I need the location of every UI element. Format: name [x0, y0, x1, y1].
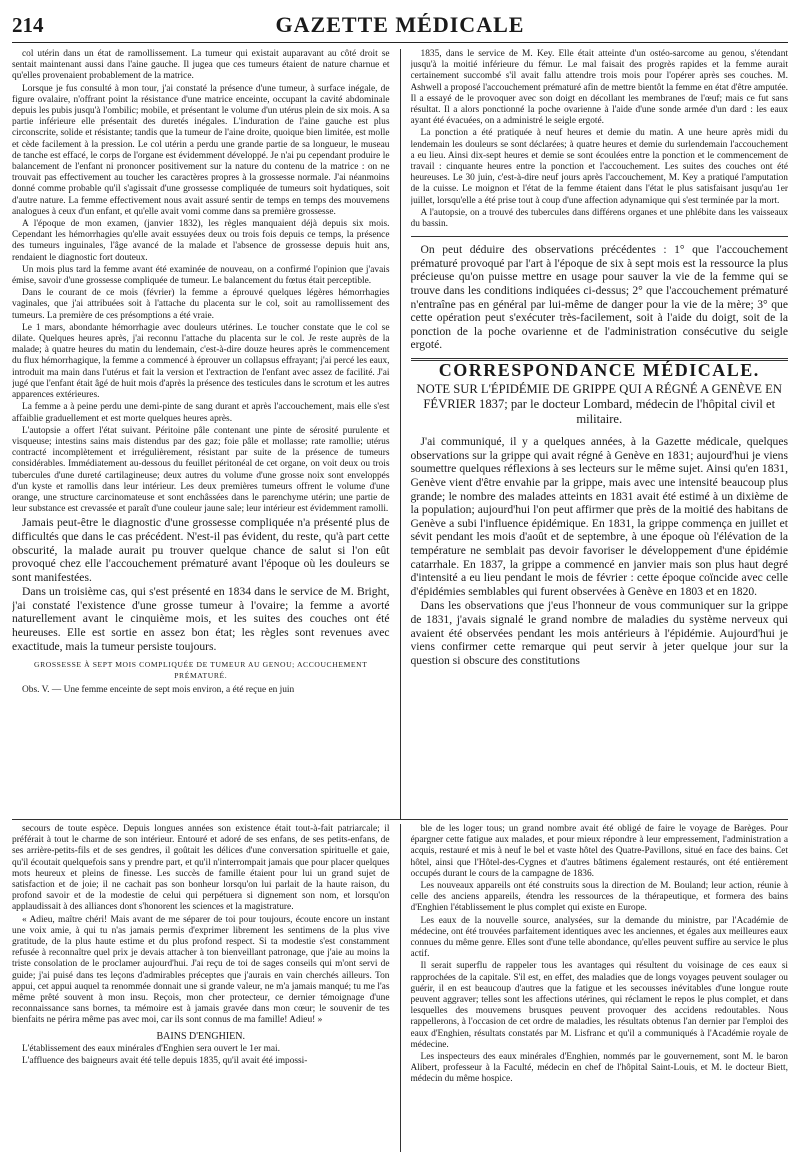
bottom-left-paragraph: « Adieu, maître chéri! Mais avant de me séparer de toi pour toujours, écoute encore un instant une voix amie, à qui tu n'as jamais permis d'exprimer librement les sentimens de la plus vive gratitude, de la plus haute estime et du plus profond respect. Si ta modestie s'est constamment refusée à reconnaître quel prix je devais attacher à ton bienveillant patronage, que j'aie au moins la triste consolation de le proclamer aujourd'hui. J'ai reçu de toi de sages conseils qui m'ont servi de guide; j'ai puisé dans tes leçons d'admirables préceptes que j'aurais en vain cherchés ailleurs. Ton appui, cet appui auquel ta renommée donnait une si grande valeur, ne m'a jamais manqué; tu me l'as même prêté souvent à mon insu. Reçois, mon cher protecteur, ce dernier témoignage d'une reconnaissance sans bornes, ta mémoire est à jamais gravée dans mon cœur; le souvenir de tes bienfaits ne périra même pas avec moi, car ils sont connus de ma famille! Adieu! » [12, 914, 390, 1026]
right-paragraph: La ponction a été pratiquée à neuf heures et demie du matin. A une heure après midi du lendemain les douleurs se sont déclarées; à quatre heures et demie du surlendemain l'accouchement a eu lieu. Ainsi dix-sept heures et demie se sont écoulées entre la ponction et le commencement de travail : cinquante heures entre la ponction et l'accouchement. Les suites des couches ont été heureuses. Le 30 juin, c'est-à-dire neuf jours après l'accouchement, M. Key a pratiqué l'amputation de la cuisse. Le moignon et l'état de la femme étaient dans l'état le plus satisfaisant jusqu'au 1er juillet, lorsqu'elle a été prise tout à coup d'une affection adynamique qui s'est terminée par la mort. [410, 128, 788, 206]
right-column [411, 49, 789, 819]
bottom-right-paragraph: Les inspecteurs des eaux minérales d'Enghien, nommés par le gouvernement, sont M. le baron Alibert, professeur à la Faculté, médecin en chef de l'hôpital Saint-Louis, et M. le docteur Biett, médecin du même hospice. [410, 1052, 788, 1085]
bottom-right-paragraph: ble de les loger tous; un grand nombre avait été obligé de faire le voyage de Barèges. Pour épargner cette fatigue aux malades, et pour mieux répondre à leur empressement, l'administration a acquis, restauré et mis à neuf le bel et vaste hôtel des Quatre-Pavillons, situé en face des bains. Cet hôtel, ainsi que l'Hôtel-des-Cygnes et d'autres bâtimens également restaurés, ont été entièrement occupés durant le cours de la campagne de 1836. [410, 824, 788, 879]
section-rule [411, 236, 789, 237]
right-paragraph: 1835, dans le service de M. Key. Elle était atteinte d'un ostéo-sarcome au genou, s'étendant jusqu'à la moitié inférieure du fémur. Le mal faisait des progrès rapides et la femme aurait certainement succombé s'il avait fallu attendre trois mois pour l'opérer après ses couches. M. Ashwell a proposé l'accouchement prématuré afin de mettre bientôt la femme en état d'être amputée. Il a essayé de le provoquer avec son doigt en décollant les membranes de l'œuf; mais ce fut sans résultat. Il a alors ponctionné la poche ovarienne à l'aide d'une sonde armée d'un dard : les eaux ayant été évacuées, on a administré le seigle ergoté. [410, 49, 788, 127]
left-paragraph: Lorsque je fus consulté à mon tour, j'ai constaté la présence d'une tumeur, à surface inégale, de figure ovalaire, n'offrant point la résistance d'une matrice enceinte, occupant la cavité abdominale depuis les pubis jusqu'à l'ombilic; mobile, et présentant le volume d'un utérus plein de six mois. A sa partie inférieure elle présentait des duretés inégales. L'induration de l'aine gauche est plus circonscrite, solide et résistante; tandis que la tumeur de l'aine droite, quoique bien limitée, est molle et cède facilement à la pression. Le col utérin a perdu une grande partie de sa longueur, le museau de tanche est effacé, le corps de l'organe est évidemment développé. Je n'ai pu cependant produire le balancement de l'enfant ni prononcer positivement sur la nature du contenu de la matrice : on ne trouvait pas effectivement au toucher les caractères propres à la grossesse normale. J'ai néanmoins donné comme probable qu'il s'agissait d'une grossesse compliquée de tumeurs soit hydatiques, soit d'autre nature. La femme effectivement nous avait assuré sentir de temps en temps des mouvemens analogues à ceux d'un enfant, et qu'elle avait vomi comme dans sa première grossesse. [12, 83, 390, 217]
bottom-right-paragraph: Il serait superflu de rappeler tous les avantages qui résultent du voisinage de ces eaux si rapprochées de la capitale. S'il est, en effet, des maladies que de longs voyages peuvent soulager ou guérir, il en est beaucoup d'autres que la fatigue et les secousses inévitables d'une longue route peuvent aggraver; telles sont les affections utérines, qui réclament le repos le plus complet, et dans lesquelles des mouvemens brusques peuvent provoquer des accidens redoutables. Nous rappellerons, à l'occasion de cet ordre de maladies, les résultats obtenus l'an dernier par l'emploi des eaux d'Enghien, résultats constatés par M. Lisfranc et qu'il a communiqués à l'Académie royale de médecine. [410, 961, 788, 1050]
bottom-section [12, 819, 788, 1152]
column-divider [400, 824, 401, 1152]
bottom-right-paragraph: Les eaux de la nouvelle source, analysées, sur la demande du ministre, par l'Académie de médecine, ont été trouvées parfaitement identiques avec les anciennes, et égales aux meilleures eaux connues du même genre. Elles sont d'une telle abondance, qu'elles peuvent suffire au service le plus actif. [410, 915, 788, 960]
right-paragraph: A l'autopsie, on a trouvé des tubercules dans différens organes et une phlébite dans les vaisseaux du bassin. [410, 207, 788, 230]
left-paragraph: Un mois plus tard la femme avant été examinée de nouveau, on a confirmé l'opinion que j'avais émise, savoir d'une grossesse compliquée de tumeur. Le balancement du fœtus était perceptible. [12, 264, 390, 287]
page-number: 214 [12, 12, 44, 37]
correspondence-paragraph: Dans les observations que j'eus l'honneur de vous communiquer sur la grippe de 1831, j'avais signalé le grand nombre de maladies du système nerveux qui avaient été observées pendant les mois antérieurs à l'épidémie. Aujourd'hui je viens confirmer cette remarque qui peut servir à jeter quelque jour sur la question si obscure des constitutions [410, 599, 788, 667]
column-divider [400, 49, 401, 819]
left-paragraph: col utérin dans un état de ramollissement. La tumeur qui existait auparavant au côté droit se sentait maintenant aussi dans l'aine gauche. Il jugea que ces tumeurs étaient de nature charnue et qu'elles provenaient probablement de la matrice. [12, 49, 390, 82]
bottom-left-paragraph: secours de toute espèce. Depuis longues années son existence était tout-à-fait patriarcale; il préférait à tout le charme de son intérieur. Entouré et adoré de ses enfans, de ses petits-enfans, de ses arrière-petits-fils et de ses gendres, il goûtait les délices d'une conversation spirituelle et gaie, qu'il écoutait quelquefois sans y prendre part, et qu'il n'interrompait jamais que pour placer quelques mots heureux et pleins de finesse. Les succès de famille étaient pour lui un grand sujet de satisfaction et de joie; il ne cachait pas son bonheur lorsqu'on lui parlait de la haute raison, du profond savoir et de la modestie de celui qui perpétuera si dignement son nom, et lorsqu'on applaudissait à des alliances dont s'honorent les sciences et la magistrature. [12, 824, 390, 913]
top-section [12, 49, 788, 819]
bains-paragraph: L'établissement des eaux minérales d'Enghien sera ouvert le 1er mai. [22, 1043, 280, 1054]
bottom-right-column [411, 824, 789, 1152]
page-header [12, 8, 788, 43]
left-big-paragraph: Jamais peut-être le diagnostic d'une grossesse compliquée n'a présenté plus de difficultés que dans le cas précédent. N'est-il pas évident, du reste, qu'à part cette obscurité, la malade aurait pu trouver quelque chance de salut si l'on eût provoqué chez elle l'accouchement prématuré avant l'époque où les douleurs se sont manifestées. [12, 516, 390, 584]
case-heading: GROSSESSE À SEPT MOIS COMPLIQUÉE DE TUMEUR AU GENOU; ACCOUCHEMENT PRÉMATURÉ. [34, 660, 368, 681]
left-paragraph: Dans le courant de ce mois (février) la femme a éprouvé quelques légères hémorrhagies vaginales, que j'ai attribuées soit à l'attache du placenta sur le col, soit au ramollissement des tumeurs. La première de ces présomptions a été vraie. [12, 288, 390, 321]
left-paragraph: Le 1 mars, abondante hémorrhagie avec douleurs utérines. Le toucher constate que le col se dilate. Quelques heures après, j'ai reconnu l'attache du placenta sur le col. Je reste auprès de la malade; à quatre heures du matin du lendemain, c'est-à-dire douze heures après le commencement du flux hémorrhagique, la femme a commencé à éprouver un collapsus effrayant; j'ai percé les eaux, introduit ma main dans l'utérus et fait la version et l'extraction de l'enfant avec assez de facilité. J'ai jugé que l'enfant était âgé de huit mois d'après la présence des testicules dans le scrotum et les autres apparences extérieures. [12, 322, 390, 401]
left-column [12, 49, 390, 819]
correspondence-title: CORRESPONDANCE MÉDICALE. [438, 360, 760, 380]
left-paragraph: A l'époque de mon examen, (janvier 1832), les règles manquaient déjà depuis six mois. Cependant les hémorrhagies qu'elle avait essuyées deux ou trois fois depuis ce temps, la présence des tumeurs inguinales, l'âge avancé de la malade et l'absence de grossesse depuis huit ans, rendaient le diagnostic fort douteux. [12, 219, 390, 263]
bottom-right-paragraph: Les nouveaux appareils ont été construits sous la direction de M. Bouland; leur action, réunie à celle des anciens appareils, étendra les ressources de la thérapeutique, et formera des bains d'Enghien l'établissement le plus complet qui existe en Europe. [410, 881, 788, 914]
left-paragraph: La femme a à peine perdu une demi-pinte de sang durant et après l'accouchement, mais elle s'est affaiblie graduellement et est morte quelques heures après. [12, 402, 390, 424]
conclusion-paragraph: On peut déduire des observations précédentes : 1° que l'accouchement prématuré provoqué par l'art à l'époque de six à sept mois est la ressource la plus précieuse qu'on puisse mettre en usage pour sauver la vie de la femme qui se trouve dans les conditions indiquées ci-dessus; 2° que l'accouchement prématuré n'entraîne pas en général par lui-même de danger pour la vie de la mère; 3° que cette opération peut s'exécuter très-facilement, soit à l'aide du doigt, soit de la ponction de la poche ovarienne et de l'administration consécutive du seigle ergoté. [410, 243, 788, 352]
bains-title: BAINS D'ENGHIEN. [156, 1030, 245, 1042]
left-big-paragraph: Dans un troisième cas, qui s'est présenté en 1834 dans le service de M. Bright, j'ai constaté l'existence d'une grosse tumeur à l'ovaire; la femme a avorté naturellement avant le cinquième mois, et les suites des couches ont été heureuses. Elle est sortie en assez bon état; les règles sont revenues avec exactitude, mais la tumeur persiste toujours. [12, 585, 390, 653]
left-paragraph: L'autopsie a offert l'état suivant. Péritoine pâle contenant une pinte de sérosité purulente et visqueuse; intestins sains mais distendus par des gaz; foie pâle et mollasse; rate ramollie; utérus contracté incomplètement et irrégulièrement, résistant par suite de la présence de tumeurs considérables. Immédiatement au-dessous du feuillet péritonéal de cet organe, on voit deux ou trois tubercules d'une dureté cartilagineuse; deux autres du volume d'une grosse noix sont enveloppés d'un kyste et ramollis dans leur intérieur. Les deux premières tumeurs offrent le volume d'une orange, une structure carcinomateuse et sont enchâssées dans le parenchyme utérin; une partie de leur substance est crevassée et paraît d'une couleur jaune sale; leur intérieur est évidemment ramolli. [12, 425, 390, 515]
observation-line: Obs. V. — Une femme enceinte de sept mois environ, a été reçue en juin [22, 684, 295, 695]
journal-title: GAZETTE MÉDICALE [275, 12, 525, 37]
note-title: NOTE SUR L'ÉPIDÉMIE DE GRIPPE QUI A RÉGNÉ A GENÈVE EN FÉVRIER 1837; par le docteur Lombard, médecin de l'hôpital civil et militaire. [416, 382, 782, 427]
bottom-left-column [12, 824, 390, 1152]
correspondence-paragraph: J'ai communiqué, il y a quelques années, à la Gazette médicale, quelques observations sur la grippe qui avait régné à Genève en 1831; aujourd'hui je viens soumettre quelques réflexions à ses lecteurs sur le même sujet. Ainsi qu'en 1831, Genève vient d'être envahie par la grippe, mais avec une intensité beaucoup plus grande; le nombre des malades atteints en 1831 avait été estimé à un dixième de la population; aujourd'hui l'on peut affirmer que près de la moitié des habitans de Genève a subi l'influence épidémique. En 1831, la grippe commença en juillet et sévit pendant les mois d'août et de septembre, à une époque où l'élévation de la température ne semblait pas devoir favoriser le développement d'une épidémie catarrhale. En 1837, la grippe a commencé en janvier mais son plus haut degré d'intensité a eu lieu pendant le mois de février : cette époque coïncide avec celle d'épidémies semblables qui furent observées à Genève en 1803 et en 1820. [410, 435, 788, 598]
bains-paragraph: L'affluence des baigneurs avait été telle depuis 1835, qu'il avait été impossi- [22, 1056, 308, 1067]
